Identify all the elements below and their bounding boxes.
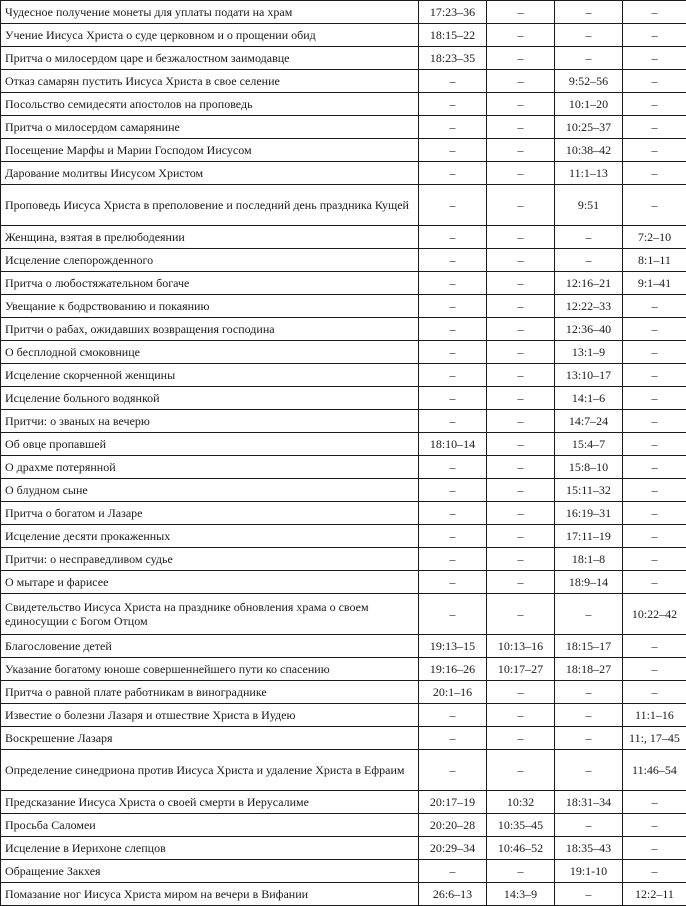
john-ref-cell: 11:, 17–45 xyxy=(623,727,686,750)
event-cell: О драхме потерянной xyxy=(1,456,419,479)
john-ref-cell: – xyxy=(623,837,686,860)
matthew-ref-cell: – xyxy=(419,525,487,548)
luke-ref-cell: 13:1–9 xyxy=(555,341,623,364)
table-row xyxy=(1,139,686,162)
matthew-ref-cell: – xyxy=(419,364,487,387)
table-row xyxy=(1,883,686,906)
table-row xyxy=(1,47,686,70)
matthew-ref-cell: – xyxy=(419,116,487,139)
matthew-ref-cell: 20:20–28 xyxy=(419,814,487,837)
event-cell: Исцеление скорченной женщины xyxy=(1,364,419,387)
mark-ref-cell: 10:35–45 xyxy=(487,814,555,837)
john-ref-cell: – xyxy=(623,479,686,502)
matthew-ref-cell: 18:10–14 xyxy=(419,433,487,456)
event-cell: Исцеление больного водянкой xyxy=(1,387,419,410)
matthew-ref-cell: – xyxy=(419,548,487,571)
luke-ref-cell: 15:11–32 xyxy=(555,479,623,502)
table-row xyxy=(1,635,686,658)
mark-ref-cell: 10:46–52 xyxy=(487,837,555,860)
event-cell: Увещание к бодрствованию и покаянию xyxy=(1,295,419,318)
john-ref-cell: – xyxy=(623,318,686,341)
luke-ref-cell: 18:1–8 xyxy=(555,548,623,571)
table-row xyxy=(1,704,686,727)
luke-ref-cell: 10:38–42 xyxy=(555,139,623,162)
table-row xyxy=(1,433,686,456)
luke-ref-cell: 11:1–13 xyxy=(555,162,623,185)
table-row xyxy=(1,571,686,594)
matthew-ref-cell: – xyxy=(419,410,487,433)
event-cell: Притчи: о несправедливом судье xyxy=(1,548,419,571)
mark-ref-cell: – xyxy=(487,70,555,93)
john-ref-cell: – xyxy=(623,525,686,548)
table-row xyxy=(1,341,686,364)
mark-ref-cell: 10:13–16 xyxy=(487,635,555,658)
event-cell: Учение Иисуса Христа о суде церковном и о прощении обид xyxy=(1,24,419,47)
event-cell: Об овце пропавшей xyxy=(1,433,419,456)
john-ref-cell: 11:46–54 xyxy=(623,750,686,791)
table-row xyxy=(1,548,686,571)
table-row xyxy=(1,814,686,837)
table-row xyxy=(1,387,686,410)
event-cell: О бесплодной смоковнице xyxy=(1,341,419,364)
luke-ref-cell: – xyxy=(555,814,623,837)
john-ref-cell: – xyxy=(623,364,686,387)
luke-ref-cell: 16:19–31 xyxy=(555,502,623,525)
matthew-ref-cell: – xyxy=(419,594,487,635)
matthew-ref-cell: – xyxy=(419,139,487,162)
table-row xyxy=(1,681,686,704)
event-cell: Притча о любостяжательном богаче xyxy=(1,272,419,295)
mark-ref-cell: – xyxy=(487,93,555,116)
matthew-ref-cell: – xyxy=(419,93,487,116)
mark-ref-cell: – xyxy=(487,860,555,883)
mark-ref-cell: – xyxy=(487,295,555,318)
mark-ref-cell: – xyxy=(487,571,555,594)
table-row xyxy=(1,185,686,226)
event-cell: Посольство семидесяти апостолов на проповедь xyxy=(1,93,419,116)
table-row xyxy=(1,364,686,387)
table-row xyxy=(1,272,686,295)
mark-ref-cell: – xyxy=(487,1,555,24)
luke-ref-cell: 15:8–10 xyxy=(555,456,623,479)
mark-ref-cell: – xyxy=(487,548,555,571)
john-ref-cell: – xyxy=(623,814,686,837)
mark-ref-cell: – xyxy=(487,525,555,548)
mark-ref-cell: – xyxy=(487,750,555,791)
luke-ref-cell: 18:15–17 xyxy=(555,635,623,658)
table-row xyxy=(1,860,686,883)
event-cell: Притча о равной плате работникам в винограднике xyxy=(1,681,419,704)
luke-ref-cell: 10:25–37 xyxy=(555,116,623,139)
table-row xyxy=(1,93,686,116)
mark-ref-cell: – xyxy=(487,364,555,387)
mark-ref-cell: – xyxy=(487,226,555,249)
luke-ref-cell: 18:18–27 xyxy=(555,658,623,681)
table-row xyxy=(1,525,686,548)
mark-ref-cell: – xyxy=(487,502,555,525)
event-cell: Обращение Закхея xyxy=(1,860,419,883)
john-ref-cell: 10:22–42 xyxy=(623,594,686,635)
event-cell: Исцеление в Иерихоне слепцов xyxy=(1,837,419,860)
event-cell: Указание богатому юноше совершеннейшего пути ко спасению xyxy=(1,658,419,681)
luke-ref-cell: 18:9–14 xyxy=(555,571,623,594)
john-ref-cell: – xyxy=(623,139,686,162)
matthew-ref-cell: 20:17–19 xyxy=(419,791,487,814)
table-row xyxy=(1,658,686,681)
table-row xyxy=(1,727,686,750)
mark-ref-cell: 10:32 xyxy=(487,791,555,814)
table-body xyxy=(1,1,686,906)
matthew-ref-cell: – xyxy=(419,479,487,502)
john-ref-cell: – xyxy=(623,433,686,456)
mark-ref-cell: – xyxy=(487,594,555,635)
matthew-ref-cell: – xyxy=(419,185,487,226)
matthew-ref-cell: – xyxy=(419,571,487,594)
event-cell: Предсказание Иисуса Христа о своей смерти в Иерусалиме xyxy=(1,791,419,814)
john-ref-cell: – xyxy=(623,548,686,571)
table-row xyxy=(1,249,686,272)
mark-ref-cell: – xyxy=(487,341,555,364)
matthew-ref-cell: 19:16–26 xyxy=(419,658,487,681)
event-cell: Посещение Марфы и Марии Господом Иисусом xyxy=(1,139,419,162)
matthew-ref-cell: 20:1–16 xyxy=(419,681,487,704)
event-cell: Чудесное получение монеты для уплаты подати на храм xyxy=(1,1,419,24)
mark-ref-cell: – xyxy=(487,185,555,226)
event-cell: Притча о богатом и Лазаре xyxy=(1,502,419,525)
matthew-ref-cell: – xyxy=(419,318,487,341)
luke-ref-cell: 10:1–20 xyxy=(555,93,623,116)
table-row xyxy=(1,479,686,502)
table-row xyxy=(1,70,686,93)
event-cell: Притча о милосердом царе и безжалостном заимодавце xyxy=(1,47,419,70)
matthew-ref-cell: – xyxy=(419,249,487,272)
mark-ref-cell: 14:3–9 xyxy=(487,883,555,906)
table-row xyxy=(1,1,686,24)
luke-ref-cell: 17:11–19 xyxy=(555,525,623,548)
john-ref-cell: – xyxy=(623,185,686,226)
table-row xyxy=(1,837,686,860)
event-cell: Притча о милосердом самарянине xyxy=(1,116,419,139)
event-cell: Проповедь Иисуса Христа в преполовение и последний день праздника Кущей xyxy=(1,185,419,226)
event-cell: Исцеление десяти прокаженных xyxy=(1,525,419,548)
john-ref-cell: – xyxy=(623,410,686,433)
luke-ref-cell: 12:22–33 xyxy=(555,295,623,318)
luke-ref-cell: – xyxy=(555,704,623,727)
matthew-ref-cell: 19:13–15 xyxy=(419,635,487,658)
john-ref-cell: 7:2–10 xyxy=(623,226,686,249)
table-row xyxy=(1,791,686,814)
table-row xyxy=(1,24,686,47)
john-ref-cell: – xyxy=(623,681,686,704)
john-ref-cell: – xyxy=(623,162,686,185)
matthew-ref-cell: 26:6–13 xyxy=(419,883,487,906)
luke-ref-cell: – xyxy=(555,226,623,249)
matthew-ref-cell: – xyxy=(419,860,487,883)
matthew-ref-cell: – xyxy=(419,750,487,791)
event-cell: О блудном сыне xyxy=(1,479,419,502)
luke-ref-cell: – xyxy=(555,727,623,750)
luke-ref-cell: – xyxy=(555,24,623,47)
john-ref-cell: – xyxy=(623,93,686,116)
event-cell: Притчи о рабах, ожидавших возвращения господина xyxy=(1,318,419,341)
john-ref-cell: – xyxy=(623,295,686,318)
matthew-ref-cell: 17:23–36 xyxy=(419,1,487,24)
luke-ref-cell: – xyxy=(555,47,623,70)
mark-ref-cell: – xyxy=(487,479,555,502)
mark-ref-cell: – xyxy=(487,681,555,704)
table-row xyxy=(1,750,686,791)
luke-ref-cell: 14:7–24 xyxy=(555,410,623,433)
mark-ref-cell: 10:17–27 xyxy=(487,658,555,681)
table-row xyxy=(1,594,686,635)
matthew-ref-cell: – xyxy=(419,704,487,727)
mark-ref-cell: – xyxy=(487,727,555,750)
table-row xyxy=(1,116,686,139)
mark-ref-cell: – xyxy=(487,24,555,47)
table-row xyxy=(1,456,686,479)
mark-ref-cell: – xyxy=(487,272,555,295)
mark-ref-cell: – xyxy=(487,116,555,139)
table-row xyxy=(1,295,686,318)
mark-ref-cell: – xyxy=(487,139,555,162)
event-cell: Известие о болезни Лазаря и отшествие Христа в Иудею xyxy=(1,704,419,727)
event-cell: Благословение детей xyxy=(1,635,419,658)
mark-ref-cell: – xyxy=(487,410,555,433)
event-cell: Исцеление слепорожденного xyxy=(1,249,419,272)
john-ref-cell: – xyxy=(623,571,686,594)
mark-ref-cell: – xyxy=(487,47,555,70)
matthew-ref-cell: 18:15–22 xyxy=(419,24,487,47)
matthew-ref-cell: – xyxy=(419,387,487,410)
john-ref-cell: – xyxy=(623,635,686,658)
luke-ref-cell: – xyxy=(555,750,623,791)
event-cell: Помазание ног Иисуса Христа миром на вечери в Вифании xyxy=(1,883,419,906)
luke-ref-cell: 9:51 xyxy=(555,185,623,226)
matthew-ref-cell: – xyxy=(419,456,487,479)
luke-ref-cell: 13:10–17 xyxy=(555,364,623,387)
event-cell: Просьба Саломеи xyxy=(1,814,419,837)
matthew-ref-cell: – xyxy=(419,70,487,93)
mark-ref-cell: – xyxy=(487,433,555,456)
matthew-ref-cell: 20:29–34 xyxy=(419,837,487,860)
john-ref-cell: – xyxy=(623,47,686,70)
john-ref-cell: – xyxy=(623,860,686,883)
mark-ref-cell: – xyxy=(487,704,555,727)
luke-ref-cell: – xyxy=(555,249,623,272)
john-ref-cell: – xyxy=(623,341,686,364)
event-cell: Воскрешение Лазаря xyxy=(1,727,419,750)
luke-ref-cell: 12:36–40 xyxy=(555,318,623,341)
matthew-ref-cell: – xyxy=(419,727,487,750)
matthew-ref-cell: 18:23–35 xyxy=(419,47,487,70)
luke-ref-cell: 18:31–34 xyxy=(555,791,623,814)
event-cell: О мытаре и фарисее xyxy=(1,571,419,594)
john-ref-cell: 9:1–41 xyxy=(623,272,686,295)
matthew-ref-cell: – xyxy=(419,295,487,318)
table-row xyxy=(1,226,686,249)
luke-ref-cell: 14:1–6 xyxy=(555,387,623,410)
john-ref-cell: – xyxy=(623,70,686,93)
matthew-ref-cell: – xyxy=(419,502,487,525)
john-ref-cell: – xyxy=(623,387,686,410)
john-ref-cell: – xyxy=(623,791,686,814)
matthew-ref-cell: – xyxy=(419,341,487,364)
john-ref-cell: 11:1–16 xyxy=(623,704,686,727)
john-ref-cell: – xyxy=(623,502,686,525)
table-row xyxy=(1,318,686,341)
mark-ref-cell: – xyxy=(487,387,555,410)
luke-ref-cell: 15:4–7 xyxy=(555,433,623,456)
event-cell: Отказ самарян пустить Иисуса Христа в свое селение xyxy=(1,70,419,93)
matthew-ref-cell: – xyxy=(419,162,487,185)
matthew-ref-cell: – xyxy=(419,226,487,249)
mark-ref-cell: – xyxy=(487,318,555,341)
mark-ref-cell: – xyxy=(487,456,555,479)
john-ref-cell: – xyxy=(623,116,686,139)
luke-ref-cell: 19:1-10 xyxy=(555,860,623,883)
mark-ref-cell: – xyxy=(487,162,555,185)
event-cell: Определение синедриона против Иисуса Христа и удаление Христа в Ефраим xyxy=(1,750,419,791)
event-cell: Дарование молитвы Иисусом Христом xyxy=(1,162,419,185)
luke-ref-cell: 18:35–43 xyxy=(555,837,623,860)
john-ref-cell: 8:1–11 xyxy=(623,249,686,272)
mark-ref-cell: – xyxy=(487,249,555,272)
table-row xyxy=(1,162,686,185)
table-row xyxy=(1,502,686,525)
luke-ref-cell: 9:52–56 xyxy=(555,70,623,93)
matthew-ref-cell: – xyxy=(419,272,487,295)
event-cell: Женщина, взятая в прелюбодеянии xyxy=(1,226,419,249)
table-row xyxy=(1,410,686,433)
john-ref-cell: – xyxy=(623,456,686,479)
john-ref-cell: – xyxy=(623,658,686,681)
john-ref-cell: – xyxy=(623,24,686,47)
luke-ref-cell: 12:16–21 xyxy=(555,272,623,295)
luke-ref-cell: – xyxy=(555,883,623,906)
john-ref-cell: 12:2–11 xyxy=(623,883,686,906)
event-cell: Притчи: о званых на вечерю xyxy=(1,410,419,433)
event-cell: Свидетельство Иисуса Христа на празднике обновления храма о своем единосущии с Богом Отцом xyxy=(1,594,419,635)
luke-ref-cell: – xyxy=(555,681,623,704)
luke-ref-cell: – xyxy=(555,594,623,635)
luke-ref-cell: – xyxy=(555,1,623,24)
john-ref-cell: – xyxy=(623,1,686,24)
